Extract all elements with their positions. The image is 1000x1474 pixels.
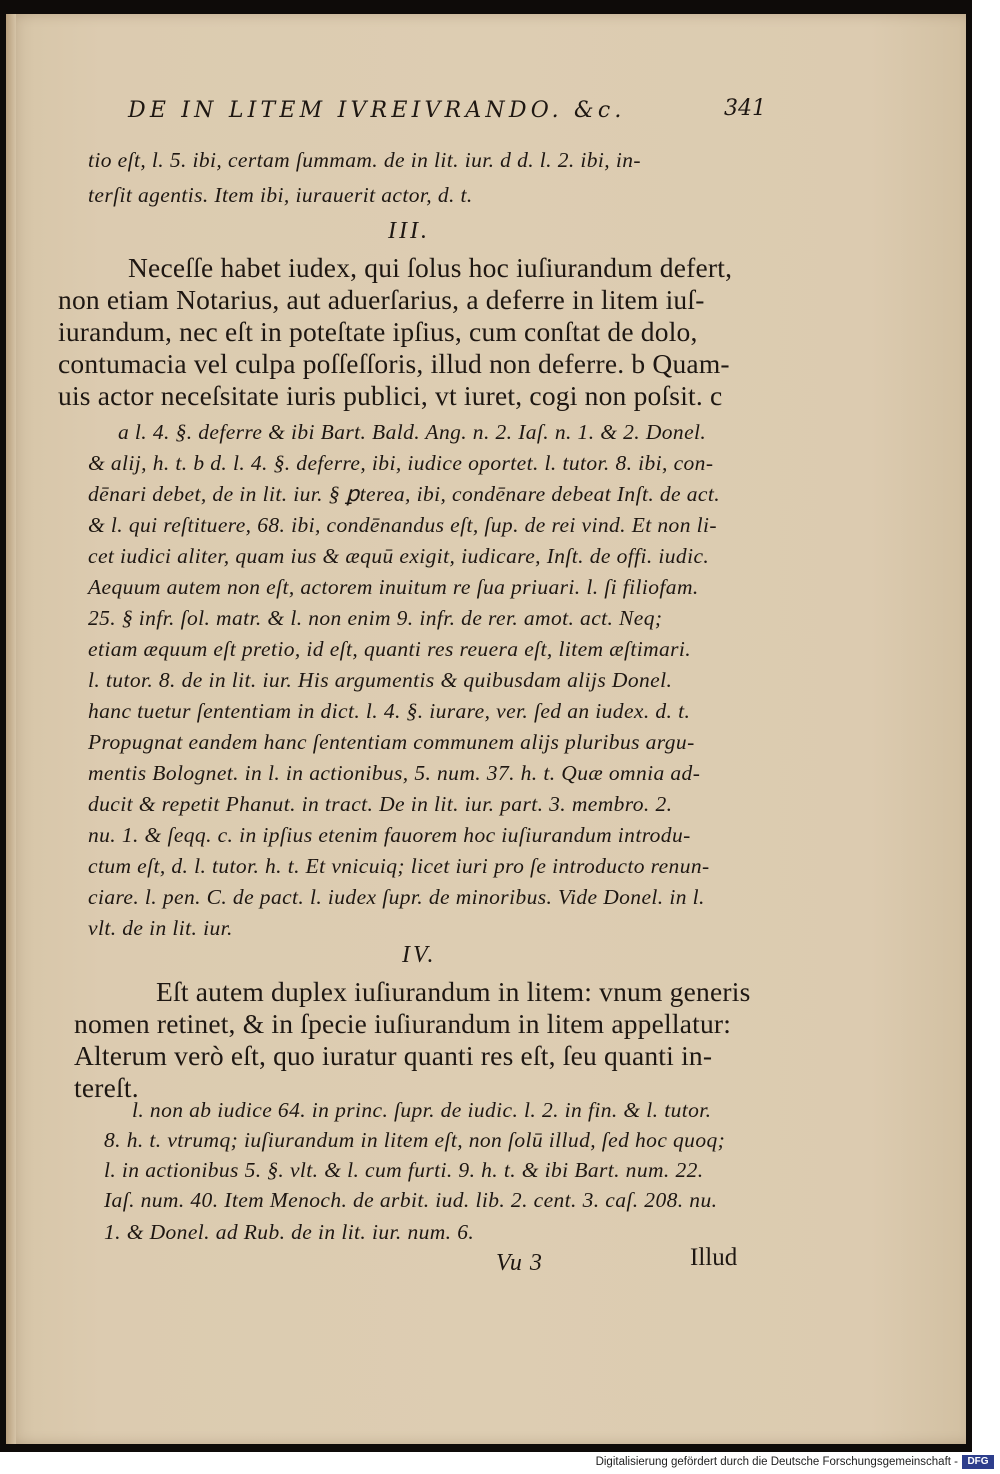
note-line: 1. & Donel. ad Rub. de in lit. iur. num. 6. <box>104 1220 475 1244</box>
paragraph-line: iurandum, nec eſt in poteſtate ipſius, cum conſtat de dolo, <box>58 316 698 347</box>
note-line: 8. h. t. vtrumq; iuſiurandum in litem eſt, non ſolū illud, ſed hoc quoq; <box>104 1128 726 1152</box>
section-heading-three: III. <box>388 218 430 244</box>
note-line: a l. 4. §. deferre & ibi Bart. Bald. Ang. n. 2. Iaſ. n. 1. & 2. Donel. <box>118 420 707 444</box>
paragraph-line: Alterum verò eſt, quo iuratur quanti res eſt, ſeu quanti in- <box>74 1040 713 1071</box>
page-gutter-shadow <box>6 14 16 1444</box>
note-line: l. tutor. 8. de in lit. iur. His argumentis & quibusdam alijs Donel. <box>88 668 673 692</box>
note-line: Aequum autem non eſt, actorem inuitum re ſua priuari. l. ſi filiofam. <box>88 575 699 599</box>
paragraph-line: contumacia vel culpa poſſeſſoris, illud non deferre. b Quam- <box>58 348 730 379</box>
section-heading-four: IV. <box>402 942 437 968</box>
catchword: Illud <box>690 1244 738 1271</box>
paragraph-line: uis actor neceſsitate iuris publici, vt iuret, cogi non poſsit. c <box>58 380 723 411</box>
page-number: 341 <box>724 96 766 121</box>
note-line: Propugnat eandem hanc ſententiam communem alijs pluribus argu- <box>88 730 695 754</box>
signature-mark: Vu 3 <box>496 1250 543 1276</box>
paragraph-line: Neceſſe habet iudex, qui ſolus hoc iuſiurandum defert, <box>128 252 733 283</box>
note-line: dēnari debet, de in lit. iur. § ꝑterea, ibi, condēnare debeat Inſt. de act. <box>88 482 720 506</box>
note-line: 25. § infr. ſol. matr. & l. non enim 9. infr. de rer. amot. act. Neq; <box>88 606 663 630</box>
note-line: Iaſ. num. 40. Item Menoch. de arbit. iud. lib. 2. cent. 3. caſ. 208. nu. <box>104 1188 718 1212</box>
note-line: etiam æquum eſt pretio, id eſt, quanti res reuera eſt, litem æſtimari. <box>88 637 692 661</box>
note-line: ducit & repetit Phanut. in tract. De in lit. iur. part. 3. membro. 2. <box>88 792 673 816</box>
paragraph-line: non etiam Notarius, aut aduerſarius, a deferre in litem iuſ- <box>58 284 705 315</box>
note-line: ciare. l. pen. C. de pact. l. iudex ſupr. de minoribus. Vide Donel. in l. <box>88 885 705 909</box>
note-line: cet iudici aliter, quam ius & æquū exigit, iudicare, Inſt. de offi. iudic. <box>88 544 710 568</box>
note-line: ctum eſt, d. l. tutor. h. t. Et vnicuiq; licet iuri pro ſe introducto renun- <box>88 854 710 878</box>
note-line: & alij, h. t. b d. l. 4. §. deferre, ibi, iudice oportet. l. tutor. 8. ibi, con- <box>88 451 714 475</box>
note-line: l. in actionibus 5. §. vlt. & l. cum furti. 9. h. t. & ibi Bart. num. 22. <box>104 1158 704 1182</box>
note-line: vlt. de in lit. iur. <box>88 916 233 940</box>
note-line: tio eſt, l. 5. ibi, certam ſummam. de in lit. iur. d d. l. 2. ibi, in- <box>88 148 641 172</box>
running-title: DE IN LITEM IVREIVRANDO. &c. <box>128 98 626 123</box>
dfg-logo: DFG <box>962 1455 994 1469</box>
note-line: hanc tuetur ſententiam in dict. l. 4. §. iurare, ver. ſed an iudex. d. t. <box>88 699 691 723</box>
funding-credit: Digitalisierung gefördert durch die Deutsche Forschungsgemeinschaft - <box>595 1456 958 1468</box>
paragraph-line: Eſt autem duplex iuſiurandum in litem: vnum generis <box>156 976 751 1007</box>
note-line: l. non ab iudice 64. in princ. ſupr. de iudic. l. 2. in fin. & l. tutor. <box>132 1098 712 1122</box>
note-line: mentis Bolognet. in l. in actionibus, 5. num. 37. h. t. Quæ omnia ad- <box>88 761 701 785</box>
note-line: terſit agentis. Item ibi, iurauerit actor, d. t. <box>88 183 473 207</box>
paragraph-line: tereſt. <box>74 1072 139 1103</box>
paragraph-line: nomen retinet, & in ſpecie iuſiurandum in litem appellatur: <box>74 1008 732 1039</box>
note-line: & l. qui reſtituere, 68. ibi, condēnandus eſt, ſup. de rei vind. Et non li- <box>88 513 717 537</box>
note-line: nu. 1. & ſeqq. c. in ipſius etenim fauorem hoc iuſiurandum introdu- <box>88 823 691 847</box>
